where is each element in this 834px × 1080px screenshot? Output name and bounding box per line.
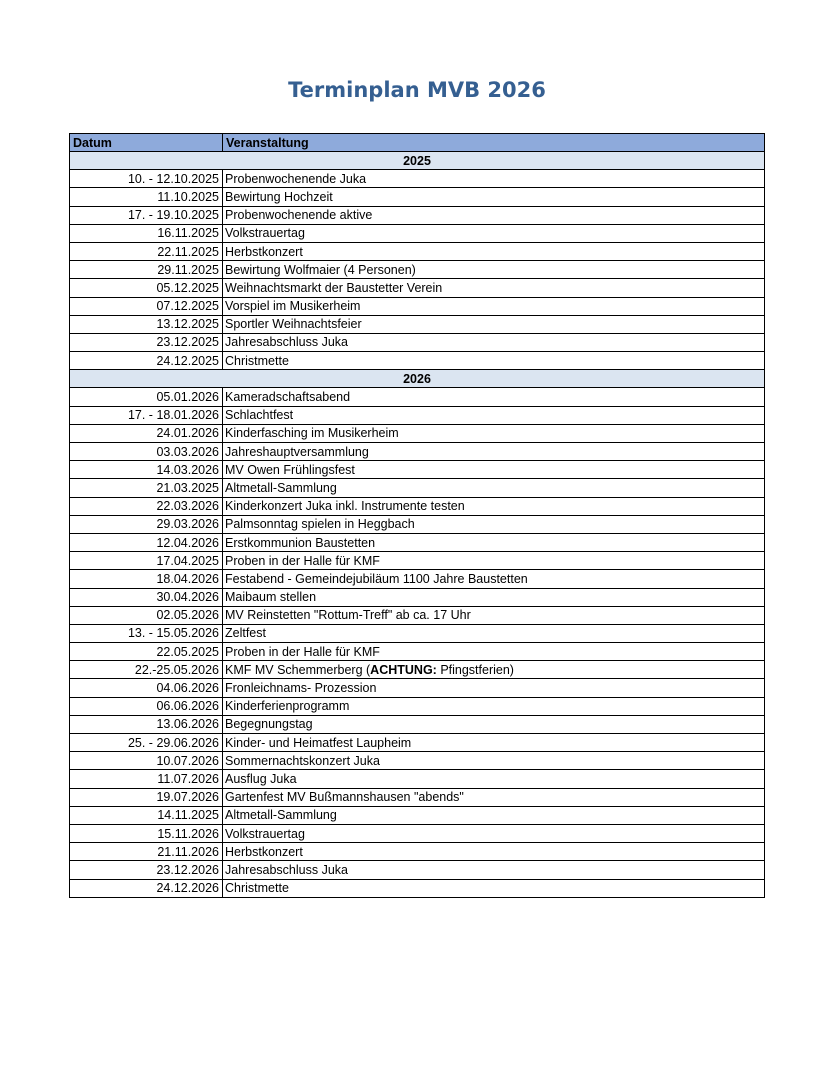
date-cell: 24.12.2025 xyxy=(70,352,223,370)
event-cell: Festabend - Gemeindejubiläum 1100 Jahre Baustetten xyxy=(223,570,765,588)
date-cell: 23.12.2025 xyxy=(70,333,223,351)
date-cell: 29.03.2026 xyxy=(70,515,223,533)
table-row xyxy=(70,715,765,733)
event-cell: Volkstrauertag xyxy=(223,824,765,842)
table-row xyxy=(70,261,765,279)
date-cell: 04.06.2026 xyxy=(70,679,223,697)
date-cell: 17.04.2025 xyxy=(70,552,223,570)
table-row xyxy=(70,843,765,861)
date-cell: 15.11.2026 xyxy=(70,824,223,842)
event-cell: Proben in der Halle für KMF xyxy=(223,643,765,661)
table-row xyxy=(70,697,765,715)
event-cell: Christmette xyxy=(223,879,765,897)
event-cell xyxy=(223,661,765,679)
table-row xyxy=(70,443,765,461)
event-text: KMF MV Schemmerberg ( xyxy=(225,662,371,677)
event-cell: Sommernachtskonzert Juka xyxy=(223,752,765,770)
date-cell: 18.04.2026 xyxy=(70,570,223,588)
table-row xyxy=(70,297,765,315)
event-cell: Erstkommunion Baustetten xyxy=(223,533,765,551)
event-warning-text: ACHTUNG: xyxy=(370,662,437,677)
date-cell: 30.04.2026 xyxy=(70,588,223,606)
year-row xyxy=(70,152,765,170)
table-row xyxy=(70,606,765,624)
date-cell: 24.12.2026 xyxy=(70,879,223,897)
table-row xyxy=(70,679,765,697)
table-row xyxy=(70,424,765,442)
event-cell: Kameradschaftsabend xyxy=(223,388,765,406)
event-cell: Vorspiel im Musikerheim xyxy=(223,297,765,315)
date-cell: 14.11.2025 xyxy=(70,806,223,824)
event-cell: Gartenfest MV Bußmannshausen "abends" xyxy=(223,788,765,806)
date-cell: 11.07.2026 xyxy=(70,770,223,788)
event-cell: Jahresabschluss Juka xyxy=(223,333,765,351)
table-row xyxy=(70,661,765,679)
table-row xyxy=(70,788,765,806)
date-cell: 07.12.2025 xyxy=(70,297,223,315)
event-cell: Palmsonntag spielen in Heggbach xyxy=(223,515,765,533)
table-row xyxy=(70,861,765,879)
event-cell: Herbstkonzert xyxy=(223,843,765,861)
table-row xyxy=(70,552,765,570)
date-cell: 21.03.2025 xyxy=(70,479,223,497)
date-cell: 05.12.2025 xyxy=(70,279,223,297)
table-row xyxy=(70,734,765,752)
event-text: Pfingstferien) xyxy=(436,662,514,677)
table-row xyxy=(70,352,765,370)
table-row xyxy=(70,333,765,351)
date-cell: 22.05.2025 xyxy=(70,643,223,661)
date-cell: 19.07.2026 xyxy=(70,788,223,806)
event-cell: MV Reinstetten "Rottum-Treff" ab ca. 17 Uhr xyxy=(223,606,765,624)
event-cell: Zeltfest xyxy=(223,624,765,642)
date-cell: 02.05.2026 xyxy=(70,606,223,624)
event-cell: Altmetall-Sammlung xyxy=(223,479,765,497)
table-row xyxy=(70,279,765,297)
event-cell: Schlachtfest xyxy=(223,406,765,424)
event-cell: Kinderfasching im Musikerheim xyxy=(223,424,765,442)
page-title: Terminplan MVB 2026 xyxy=(288,78,546,102)
event-cell: Sportler Weihnachtsfeier xyxy=(223,315,765,333)
event-cell: Herbstkonzert xyxy=(223,242,765,260)
schedule-body xyxy=(70,152,765,898)
table-row xyxy=(70,242,765,260)
year-label: 2026 xyxy=(70,370,765,388)
date-cell: 17. - 19.10.2025 xyxy=(70,206,223,224)
date-cell: 14.03.2026 xyxy=(70,461,223,479)
table-row xyxy=(70,533,765,551)
event-cell: Jahreshauptversammlung xyxy=(223,443,765,461)
date-cell: 10. - 12.10.2025 xyxy=(70,170,223,188)
date-cell: 22.03.2026 xyxy=(70,497,223,515)
event-cell: Probenwochenende aktive xyxy=(223,206,765,224)
date-cell: 11.10.2025 xyxy=(70,188,223,206)
table-row xyxy=(70,388,765,406)
event-cell: Bewirtung Hochzeit xyxy=(223,188,765,206)
date-cell: 23.12.2026 xyxy=(70,861,223,879)
date-cell: 22.-25.05.2026 xyxy=(70,661,223,679)
column-header-date: Datum xyxy=(70,134,223,152)
table-row xyxy=(70,224,765,242)
event-cell: Probenwochenende Juka xyxy=(223,170,765,188)
table-row xyxy=(70,515,765,533)
event-cell: Proben in der Halle für KMF xyxy=(223,552,765,570)
event-cell: Christmette xyxy=(223,352,765,370)
date-cell: 29.11.2025 xyxy=(70,261,223,279)
date-cell: 16.11.2025 xyxy=(70,224,223,242)
date-cell: 05.01.2026 xyxy=(70,388,223,406)
date-cell: 03.03.2026 xyxy=(70,443,223,461)
event-cell: Altmetall-Sammlung xyxy=(223,806,765,824)
table-row xyxy=(70,188,765,206)
year-row xyxy=(70,370,765,388)
event-cell: Maibaum stellen xyxy=(223,588,765,606)
date-cell: 06.06.2026 xyxy=(70,697,223,715)
date-cell: 10.07.2026 xyxy=(70,752,223,770)
date-cell: 22.11.2025 xyxy=(70,242,223,260)
table-row xyxy=(70,406,765,424)
table-row xyxy=(70,170,765,188)
table-row xyxy=(70,315,765,333)
event-cell: Weihnachtsmarkt der Baustetter Verein xyxy=(223,279,765,297)
table-row xyxy=(70,879,765,897)
event-cell: Begegnungstag xyxy=(223,715,765,733)
table-row xyxy=(70,643,765,661)
table-row xyxy=(70,624,765,642)
date-cell: 13.06.2026 xyxy=(70,715,223,733)
table-row xyxy=(70,497,765,515)
table-header-row xyxy=(70,134,765,152)
date-cell: 24.01.2026 xyxy=(70,424,223,442)
table-row xyxy=(70,588,765,606)
date-cell: 17. - 18.01.2026 xyxy=(70,406,223,424)
date-cell: 21.11.2026 xyxy=(70,843,223,861)
event-cell: Kinderferienprogramm xyxy=(223,697,765,715)
date-cell: 13. - 15.05.2026 xyxy=(70,624,223,642)
event-cell: Kinderkonzert Juka inkl. Instrumente testen xyxy=(223,497,765,515)
event-cell: Ausflug Juka xyxy=(223,770,765,788)
event-cell: Fronleichnams- Prozession xyxy=(223,679,765,697)
event-cell: Kinder- und Heimatfest Laupheim xyxy=(223,734,765,752)
table-row xyxy=(70,206,765,224)
date-cell: 13.12.2025 xyxy=(70,315,223,333)
event-cell: Volkstrauertag xyxy=(223,224,765,242)
date-cell: 12.04.2026 xyxy=(70,533,223,551)
schedule-table xyxy=(69,133,765,898)
event-cell: Bewirtung Wolfmaier (4 Personen) xyxy=(223,261,765,279)
table-row xyxy=(70,570,765,588)
table-row xyxy=(70,479,765,497)
event-cell: MV Owen Frühlingsfest xyxy=(223,461,765,479)
column-header-event: Veranstaltung xyxy=(223,134,765,152)
table-row xyxy=(70,824,765,842)
table-row xyxy=(70,461,765,479)
table-row xyxy=(70,752,765,770)
table-row xyxy=(70,806,765,824)
table-row xyxy=(70,770,765,788)
date-cell: 25. - 29.06.2026 xyxy=(70,734,223,752)
event-cell: Jahresabschluss Juka xyxy=(223,861,765,879)
year-label: 2025 xyxy=(70,152,765,170)
